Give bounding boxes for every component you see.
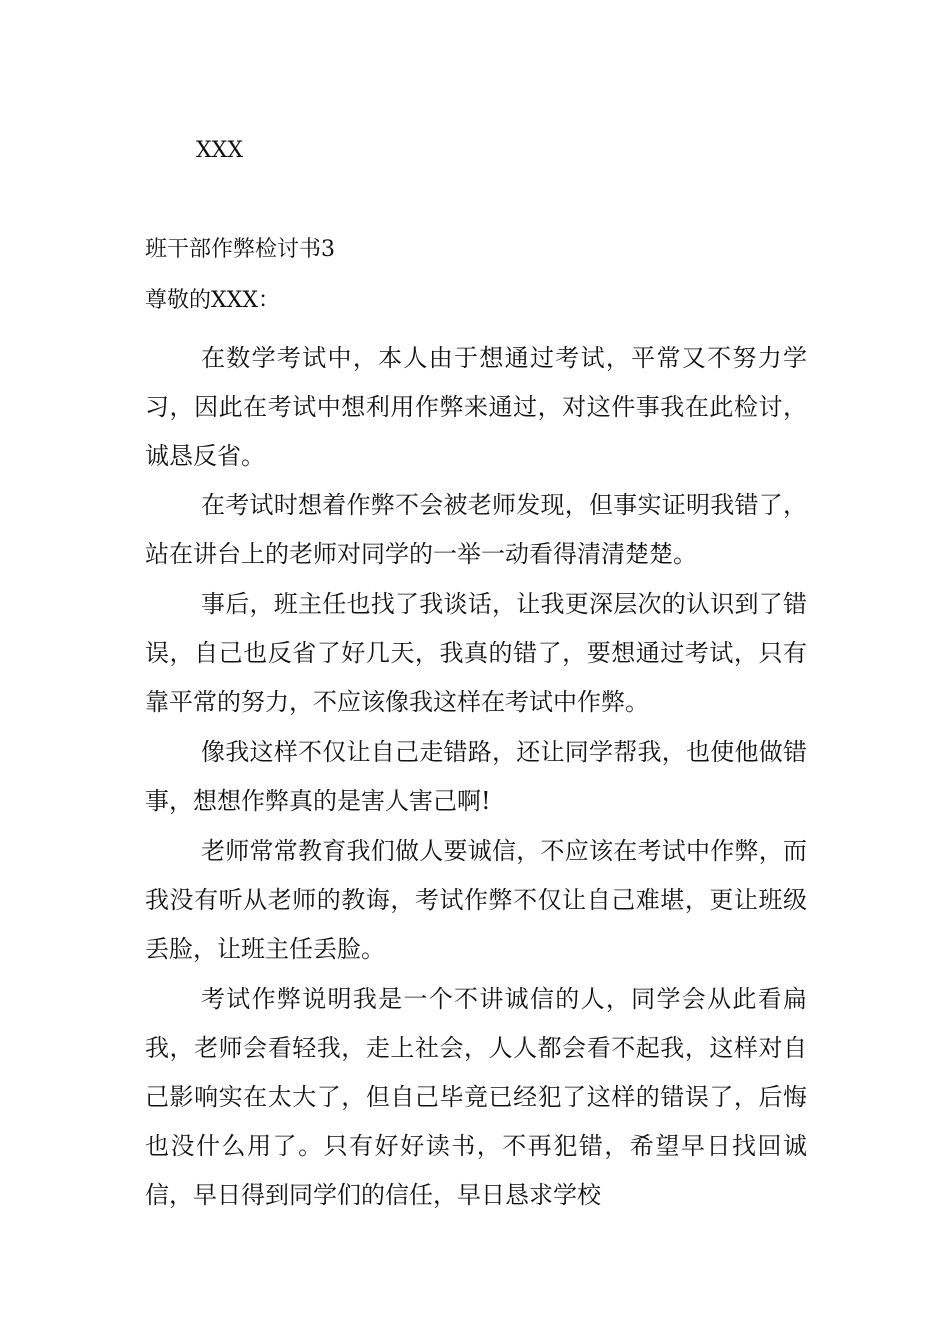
salutation: 尊敬的XXX： xyxy=(145,288,280,313)
paragraph-3 xyxy=(145,580,807,727)
paragraph-2 xyxy=(145,481,807,579)
paragraph-text: 像我这样不仅让自己走错路，还让同学帮我，也使他做错事，想想作弊真的是害人害己啊! xyxy=(145,738,807,815)
paragraph-text: 事后，班主任也找了我谈话，让我更深层次的认识到了错误，自己也反省了好几天，我真的错了，要想通过考试，只有靠平常的努力，不应该像我这样在考试中作弊。 xyxy=(145,590,807,716)
paragraph-text: 考试作弊说明我是一个不讲诚信的人，同学会从此看扁我，老师会看轻我，走上社会，人人都会看不起我，这样对自己影响实在太大了，但自己毕竟已经犯了这样的错误了，后悔也没什么用了。只有好好读书，不再犯错，希望早日找回诚信，早日得到同学们的信任，早日恳求学校 xyxy=(145,985,807,1209)
paragraph-1 xyxy=(145,334,807,481)
paragraph-4 xyxy=(145,728,807,826)
paragraph-text: 老师常常教育我们做人要诚信，不应该在考试中作弊，而我没有听从老师的教诲，考试作弊不仅让自己难堪，更让班级丢脸，让班主任丢脸。 xyxy=(145,837,807,963)
paragraph-text: 在数学考试中，本人由于想通过考试，平常又不努力学习，因此在考试中想利用作弊来通过，对这件事我在此检讨，诚恳反省。 xyxy=(145,344,807,470)
document-title: 班干部作弊检讨书3 xyxy=(145,237,335,262)
paragraph-5 xyxy=(145,827,807,974)
paragraph-6 xyxy=(145,975,807,1220)
paragraph-text: 在考试时想着作弊不会被老师发现，但事实证明我错了，站在讲台上的老师对同学的一举一动看得清清楚楚。 xyxy=(145,491,807,568)
header-name: XXX xyxy=(196,138,243,163)
